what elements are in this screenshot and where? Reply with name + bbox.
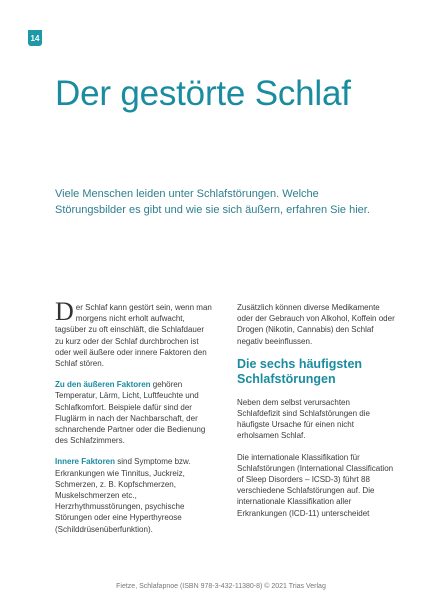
page-footer: Fietze, Schlafapnoe (ISBN 978-3-432-11380-8) © 2021 Trias Verlag xyxy=(116,583,326,590)
paragraph-left-3 xyxy=(55,456,213,534)
paragraph-right-3: Die internationale Klassifikation für Schlafstörungen (International Classification of Sleep Disorders – ICSD-3) führt 88 verschiedene Schlafstörungen auf. Die internationale Klassifikation aller Erkrankungen (ICD-11) unterscheidet xyxy=(237,452,394,518)
paragraph-right-1: Zusätzlich können diverse Medikamente oder der Gebrauch von Alkohol, Koffein oder Drogen (Nikotin, Cannabis) den Schlaf negativ beeinflussen. xyxy=(237,303,395,346)
section-subheading: Die sechs häufigsten Schlafstörungen xyxy=(237,356,363,386)
paragraph-right-2: Neben dem selbst verursachten Schlafdefizit sind Schlafstörungen die häufigste Ursache für einen nicht erholsamen Schlaf. xyxy=(237,397,370,441)
keyword-internal-factors: Innere Faktoren xyxy=(55,457,116,467)
right-column xyxy=(237,302,395,529)
keyword-external-factors: Zu den äußeren Faktoren xyxy=(55,380,151,390)
paragraph-left-3-text: sind Symptome bzw. Erkrankungen wie Tinnitus, Juckreiz, Schmerzen, z. B. Kopfschmerzen, Muskelschmerzen etc., Herzrhythmusstörungen, psychische Störungen oder eine Hyperthyreose (Schilddrüsenüberfunktion). xyxy=(55,457,191,534)
paragraph-left-2-text: gehören Temperatur, Lärm, Licht, Luftfeuchte und Schlafkomfort. Beispiele dafür sind der Fluglärm in nach der Nachbarschaft, der schnarchende Partner oder die Bedienung des Schlafzimmers. xyxy=(55,380,206,446)
drop-cap: D xyxy=(55,297,74,326)
paragraph-left-1-text: er Schlaf kann gestört sein, wenn man morgens nicht erholt aufwacht, tagsüber zu oft einschläft, die Schlafdauer zu kurz oder der Schlaf durchbrochen ist oder weil äußere oder innere Faktoren den Schlaf stören. xyxy=(55,303,212,369)
left-column xyxy=(55,297,213,545)
paragraph-left-2 xyxy=(55,379,213,446)
page-title: Der gestörte Schlaf xyxy=(55,74,351,113)
paragraph-left-1 xyxy=(55,297,213,369)
page-number-tab xyxy=(28,30,42,46)
page-number: 14 xyxy=(30,33,40,43)
intro-text: Viele Menschen leiden unter Schlafstörungen. Welche Störungsbilder es gibt und wie sie sich äußern, erfahren Sie hier. xyxy=(55,188,370,216)
